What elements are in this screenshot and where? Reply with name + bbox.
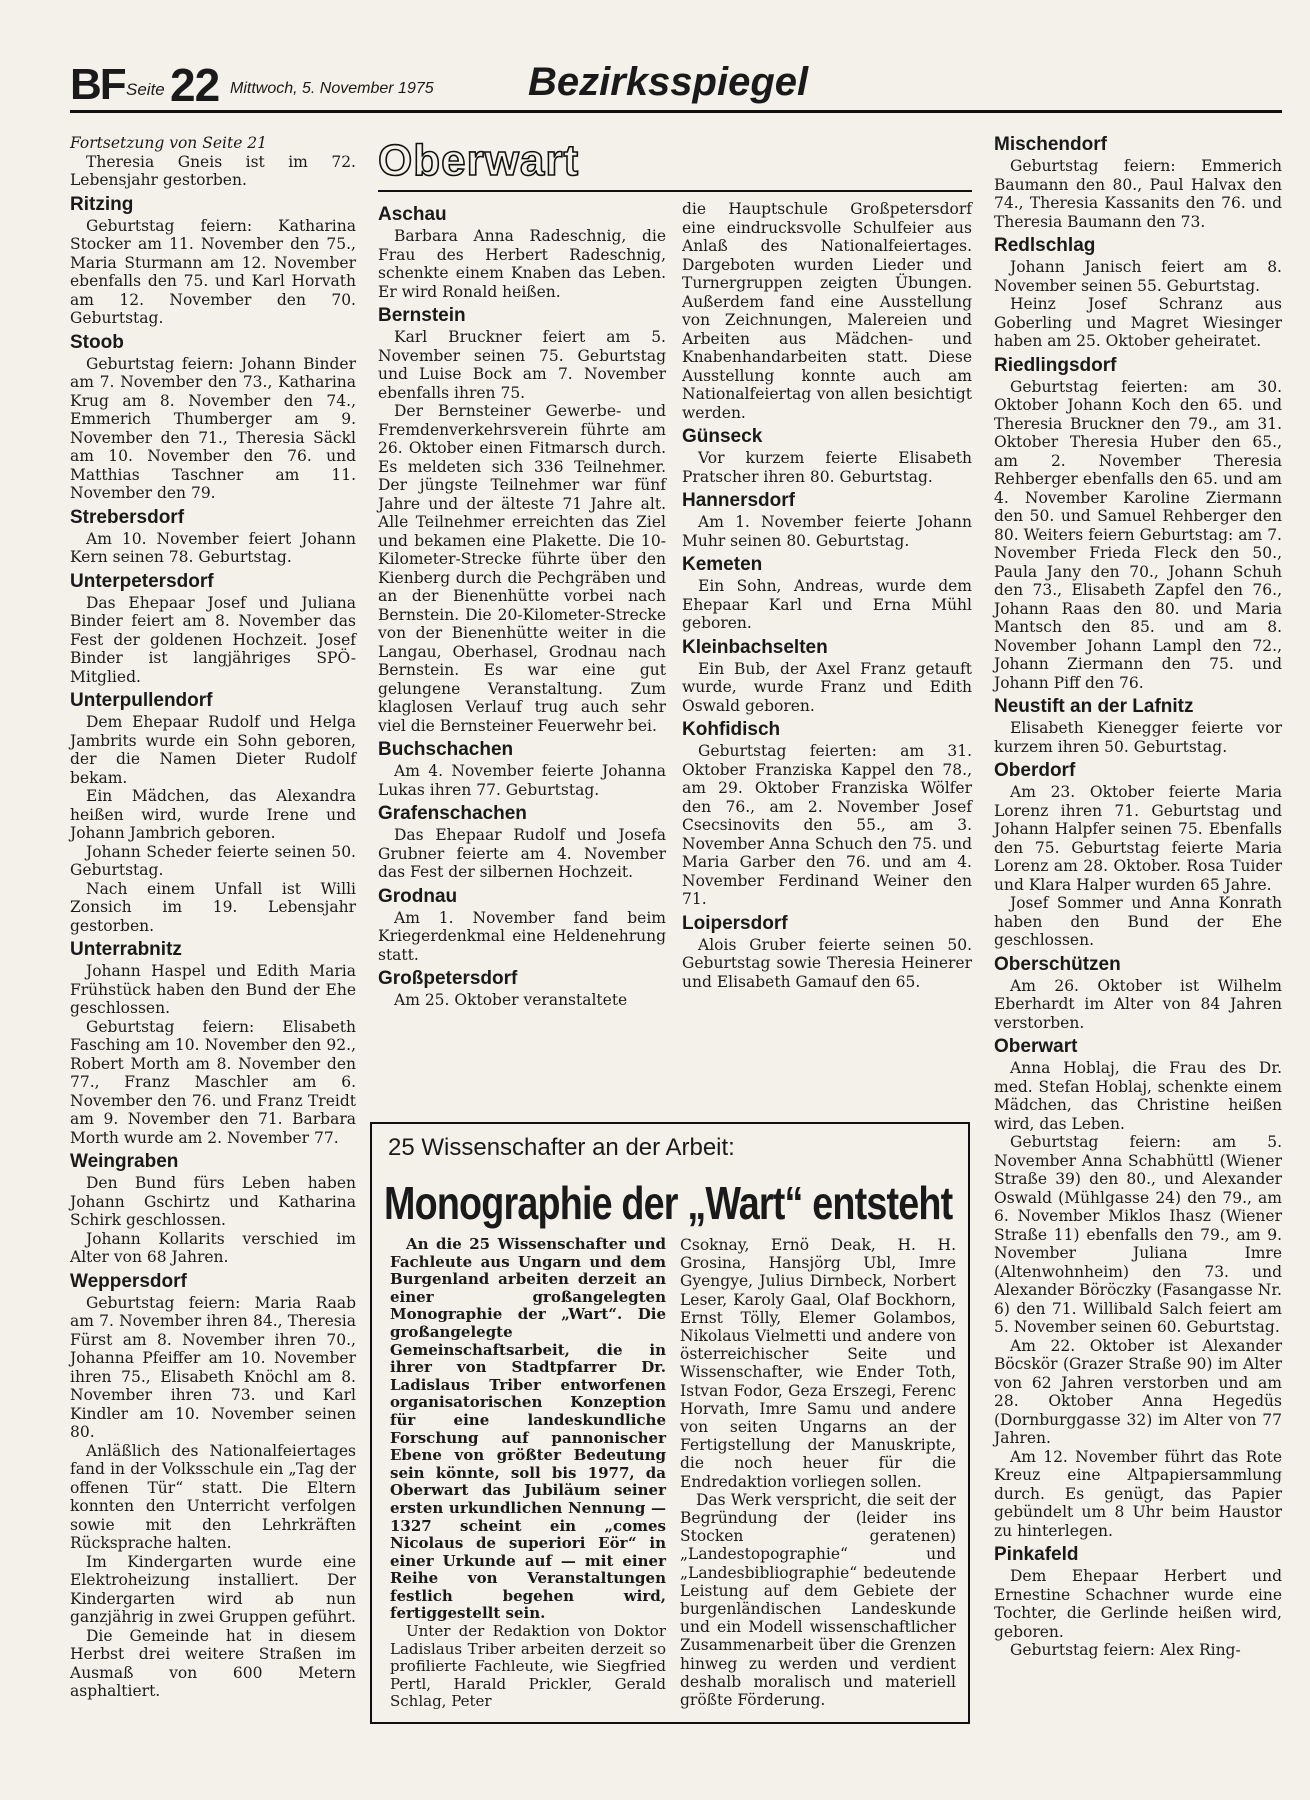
article-paragraph: Am 22. Oktober ist Alexander Böcskör (Grazer Straße 90) im Alter von 62 Jahren verstorben und am 28. Oktober Anna Hegedüs (Dornburggasse 32) im Alter von 77 Jahren. [994, 1336, 1282, 1447]
section-title: Bezirksspiegel [528, 60, 809, 104]
feature-article-box [370, 1122, 970, 1724]
article-paragraph: Geburtstag feiern: am 5. November Anna Schabhüttl (Wiener Straße 39) den 80., und Alexander Oswald (Mühlgasse 24) den 79., am 6. November Miklos Ihasz (Wiener Straße 11) ebenfalls den 79., am 9. November Juliana Imre (Altenwohnheim) den 73. und Alexander Böröczky (Fasangasse Nr. 6) den 71. Willibald Salch feiert am 5. November seinen 60. Geburtstag. [994, 1133, 1282, 1336]
article-paragraph: Elisabeth Kienegger feierte vor kurzem ihren 50. Geburtstag. [994, 719, 1282, 756]
town-heading: Aschau [378, 204, 447, 225]
article-paragraph: Geburtstag feiern: Katharina Stocker am 11. November den 75., Maria Sturmann am 12. November ebenfalls den 75. und Karl Horvath am 12. November den 70. Geburtstag. [70, 216, 356, 327]
article-paragraph: Die Gemeinde hat in diesem Herbst drei weitere Straßen im Ausmaß von 600 Metern asphaltiert. [70, 1626, 356, 1700]
article-paragraph: Geburtstag feierten: am 31. Oktober Franziska Kappel den 78., am 29. Oktober Franziska Wölfer den 76., am 2. November Josef Csecsinovits den 55., am 3. November Anna Schuch den 75. und Maria Garber den 76. und am 4. November Ferdinand Weiner den 71. [682, 742, 972, 908]
town-heading: Unterrabnitz [70, 939, 182, 960]
article-paragraph: Josef Sommer und Anna Konrath haben den Bund der Ehe geschlossen. [994, 894, 1282, 949]
article-paragraph: Johann Haspel und Edith Maria Frühstück haben den Bund der Ehe geschlossen. [70, 962, 356, 1017]
town-heading: Buchschachen [378, 739, 514, 760]
feature-kicker: 25 Wissenschafter an der Arbeit: [388, 1134, 735, 1161]
article-paragraph: Den Bund fürs Leben haben Johann Gschirtz und Katharina Schirk geschlossen. [70, 1174, 356, 1229]
article-paragraph: Johann Scheder feierte seinen 50. Geburtstag. [70, 842, 356, 879]
article-paragraph: Ein Sohn, Andreas, wurde dem Ehepaar Karl und Erna Mühl geboren. [682, 577, 972, 632]
town-heading: Grodnau [378, 885, 458, 907]
town-heading: Kleinbachselten [682, 636, 828, 658]
column-4 [994, 134, 1282, 1660]
column-2 [378, 200, 666, 1010]
article-paragraph: Am 1. November fand beim Kriegerdenkmal eine Heldenehrung statt. [378, 908, 666, 964]
article-paragraph: Ein Mädchen, das Alexandra heißen wird, wurde Irene und Johann Jambrich geboren. [70, 787, 356, 842]
article-paragraph: Am 25. Oktober veranstaltete [394, 991, 628, 1009]
article-paragraph: Am 12. November führt das Rote Kreuz eine Altpapiersammlung durch. Es genügt, das Papier gebündelt um 8 Uhr beim Haustor zu hinterlegen. [994, 1447, 1282, 1540]
article-paragraph: Dem Ehepaar Rudolf und Helga Jambrits wurde ein Sohn geboren, der die Namen Dieter Rudolf bekam. [70, 713, 356, 787]
article-paragraph: Barbara Anna Radeschnig, die Frau des Herbert Radeschnig, schenkte einem Knaben das Leben. Er wird Ronald heißen. [378, 227, 666, 301]
town-heading: Oberschützen [994, 953, 1121, 975]
article-paragraph: Der Bernsteiner Gewerbe- und Fremdenverkehrsverein führte am 26. Oktober einen Fitmarsch durch. Es meldeten sich 336 Teilnehmer. Der jüngste Teilnehmer war fünf Jahre und der älteste 71 Jahre alt. Alle Teilnehmer erreichten das Ziel und bekamen eine Plakette. Die 10-Kilometer-Strecke führte über den Kienberg durch die Pechgräben und an der Bienenhütte vorbei nach Bernstein. Die 20-Kilometer-Strecke von der Bienenhütte weiter in die Langau, Oberhasel, Grodnau nach Bernstein. Es war eine gut gelungene Veranstaltung. Zum klaglosen Verlauf trug auch sehr viel die Bernsteiner Feuerwehr bei. [378, 402, 666, 735]
article-paragraph: Am 10. November feiert Johann Kern seinen 78. Geburtstag. [70, 529, 356, 566]
article-paragraph: Alois Gruber feierte seinen 50. Geburtstag sowie Theresia Heinerer und Elisabeth Gamauf den 65. [682, 935, 972, 991]
town-heading: Pinkafeld [994, 1544, 1079, 1565]
article-paragraph: Johann Janisch feiert am 8. November seinen 55. Geburtstag. [994, 258, 1282, 295]
article-paragraph: Johann Kollarits verschied im Alter von 68 Jahren. [70, 1229, 356, 1266]
town-heading: Neustift an der Lafnitz [994, 696, 1194, 717]
town-heading: Grafenschachen [378, 803, 527, 824]
town-heading: Kemeten [682, 554, 763, 575]
town-heading: Weingraben [70, 1151, 179, 1172]
district-heading-text: Oberwart [378, 136, 580, 185]
page-number: 22 [170, 59, 220, 111]
article-paragraph: Geburtstag feiern: Maria Raab am 7. November ihren 84., Theresia Fürst am 8. November ihren 70., Johanna Pfeiffer am 10. November ihren 75., Elisabeth Knöchl am 8. November ihren 73. und Karl Kindler am 10. November seinen 80. [70, 1293, 356, 1441]
article-paragraph: Dem Ehepaar Herbert und Ernestine Schachner wurde eine Tochter, die Gerlinde heißen wird, geboren. [994, 1567, 1282, 1641]
town-heading: Hannersdorf [682, 490, 795, 511]
town-heading: Redlschlag [994, 235, 1096, 256]
town-heading: Kohfidisch [682, 719, 781, 740]
article-paragraph: Geburtstag feiern: Emmerich Baumann den 80., Paul Halvax den 74., Theresia Kassanits den 76. und Theresia Baumann den 73. [994, 157, 1282, 231]
town-heading: Stoob [70, 331, 124, 353]
article-paragraph: die Hauptschule Großpetersdorf eine eindrucksvolle Schulfeier aus Anlaß des Nationalfeiertages. Dargeboten wurden Lieder und Turnergruppen zeigten Übungen. Außerdem fand eine Ausstellung von Zeichnungen, Malereien und Arbeiten aus Mädchen- und Knabenhandarbeiten statt. Diese Ausstellung konnte auch am Nationalfeiertag von allen besichtigt werden. [682, 200, 972, 422]
town-heading: Ritzing [70, 193, 134, 215]
newspaper-logo: BF [70, 60, 125, 109]
town-heading: Oberwart [994, 1036, 1078, 1057]
town-heading: Unterpullendorf [70, 690, 213, 711]
article-paragraph: Das Ehepaar Rudolf und Josefa Grubner feierte am 4. November das Fest der silbernen Hochzeit. [378, 826, 666, 881]
column-1 [70, 134, 356, 1701]
article-paragraph: Geburtstag feiern: Johann Binder am 7. November den 73., Katharina Krug am 8. November den 74., Emmerich Thumberger am 9. November den 71., Theresia Säckl am 10. November den 76. und Matthias Taschner am 11. November den 79. [70, 354, 356, 502]
town-heading: Riedlingsdorf [994, 354, 1117, 376]
feature-column-2 [680, 1236, 956, 1709]
article-paragraph: Das Ehepaar Josef und Juliana Binder feiert am 8. November das Fest der goldenen Hochzeit. Josef Binder ist langjähriges SPÖ-Mitglied. [70, 593, 356, 686]
town-heading: Strebersdorf [70, 506, 185, 528]
town-heading: Oberdorf [994, 760, 1076, 781]
article-paragraph: Anläßlich des Nationalfeiertages fand in der Volksschule ein „Tag der offenen Tür“ statt. Die Eltern konnten den Unterricht verfolgen sowie mit den Lehrkräften Rücksprache halten. [70, 1441, 356, 1552]
article-paragraph: Am 23. Oktober feierte Maria Lorenz ihren 71. Geburtstag und Johann Halpfer seinen 75. Ebenfalls den 75. Geburtstag feierte Maria Lorenz am 28. Oktober. Rosa Tuider und Klara Halper wurden 65 Jahre. [994, 783, 1282, 894]
town-heading: Günseck [682, 426, 763, 447]
town-heading: Unterpetersdorf [70, 570, 214, 592]
feature-paragraph: Csoknay, Ernö Deak, H. H. Grosina, Hansjörg Ubl, Imre Gyengye, Julius Dirnbeck, Norbert Leser, Karoly Gaal, Olaf Bockhorn, Ernst Tölly, Elemer Golambos, Nikolaus Vielmetti und andere von österreichischer Seite und Wissenschafter, wie Ender Toth, Istvan Fodor, Geza Erszegi, Ferenc Horvath, Imre Samu und andere von seiten Ungarns an der Fertigstellung der Manuskripte, die noch heuer für die Endredaktion vorliegen sollen. [680, 1236, 956, 1491]
article-paragraph: Vor kurzem feierte Elisabeth Pratscher ihren 80. Geburtstag. [682, 449, 972, 486]
article-paragraph: Theresia Gneis ist im 72. Lebensjahr gestorben. [70, 152, 356, 189]
feature-paragraph: Das Werk verspricht, die seit der Begründung der (leider ins Stocken geratenen) „Landestopographie“ und „Landesbibliographie“ bedeutende Leistung auf dem Gebiete der burgenländischen Landeskunde und ein Modell wissenschaftlicher Zusammenarbeit über die Grenzen hinweg zu werden und verdient deshalb moralisch und materiell größte Förderung. [680, 1490, 956, 1710]
article-paragraph: Am 26. Oktober ist Wilhelm Eberhardt im Alter von 84 Jahren verstorben. [994, 976, 1282, 1032]
page-label: Seite [126, 80, 165, 99]
town-heading: Mischendorf [994, 134, 1107, 155]
town-heading: Bernstein [378, 305, 466, 326]
article-paragraph: Geburtstag feierten: am 30. Oktober Johann Koch den 65. und Theresia Bruckner den 79., am 31. Oktober Theresia Huber den 65., am 2. November Theresia Rehberger ebenfalls den 65. und am 4. November Karoline Ziermann den 50. und Samuel Rehberger den 80. Weiters feiern Geburtstag: am 7. November Frieda Fleck den 50., Paula Jany den 70., Johann Schuh den 73., Elisabeth Zapfel den 76., Johann Raas den 80. und Maria Mantsch den 85. und am 8. November Johann Lampl den 72., Johann Ziermann den 75. und Johann Piff den 76. [994, 377, 1282, 692]
article-paragraph: Heinz Josef Schranz aus Goberling und Magret Wiesinger haben am 25. Oktober geheiratet. [994, 295, 1282, 350]
issue-date: Mittwoch, 5. November 1975 [230, 80, 434, 97]
district-heading [378, 136, 972, 192]
column-3 [682, 200, 972, 991]
article-paragraph: Anna Hoblaj, die Frau des Dr. med. Stefan Hoblaj, schenkte einem Mädchen, das Christine heißen wird, das Leben. [994, 1059, 1282, 1133]
article-paragraph: Nach einem Unfall ist Willi Zonsich im 19. Lebensjahr gestorben. [70, 879, 356, 935]
feature-paragraph: Unter der Redaktion von Doktor Ladislaus Triber arbeiten derzeit so profilierte Fachleute, wie Siegfried Pertl, Harald Prickler, Gerald Schlag, Peter [390, 1622, 666, 1711]
town-heading: Weppersdorf [70, 1270, 187, 1292]
article-paragraph: Karl Bruckner feiert am 5. November seinen 75. Geburtstag und Luise Bock am 7. November ebenfalls ihren 75. [378, 328, 666, 402]
article-paragraph: Am 1. November feierte Johann Muhr seinen 80. Geburtstag. [682, 513, 972, 550]
article-paragraph: Im Kindergarten wurde eine Elektroheizung installiert. Der Kindergarten wird ab nun ganzjährig in zwei Gruppen geführt. [70, 1552, 356, 1626]
town-heading: Großpetersdorf [378, 968, 518, 989]
article-paragraph: Geburtstag feiern: Alex Ring- [1010, 1641, 1241, 1659]
article-paragraph: Am 4. November feierte Johanna Lukas ihren 77. Geburtstag. [378, 762, 666, 799]
continuation-note: Fortsetzung von Seite 21 [70, 134, 268, 152]
article-paragraph: Geburtstag feiern: Elisabeth Fasching am 10. November den 92., Robert Morth am 8. November den 77., Franz Maschler am 6. November den 76. und Franz Treidt am 9. November den 71. Barbara Morth wurde am 2. November 77. [70, 1017, 356, 1147]
feature-headline: Monographie der „Wart“ entsteht [384, 1177, 953, 1229]
masthead [70, 58, 1282, 113]
article-paragraph: Ein Bub, der Axel Franz getauft wurde, wurde Franz und Edith Oswald geboren. [682, 659, 972, 715]
feature-column-1 [390, 1236, 666, 1711]
town-heading: Loipersdorf [682, 912, 788, 934]
feature-lead: An die 25 Wissenschafter und Fachleute aus Ungarn und dem Burgenland arbeiten derzeit an einer großangelegten Monographie der „Wart“. Die großangelegte Gemeinschaftsarbeit, die in ihrer von Stadtpfarrer Dr. Ladislaus Triber entworfenen organisatorischen Konzeption für eine landeskundliche Forschung auf pannonischer Ebene von größter Bedeutung sein könnte, soll bis 1977, da Oberwart das Jubiläum seiner ersten urkundlichen Nennung — 1327 scheint ein „comes Nicolaus de superiori Eör“ in einer Urkunde auf — mit einer Reihe von Veranstaltungen festlich begehen wird, fertiggestellt sein. [390, 1235, 666, 1623]
